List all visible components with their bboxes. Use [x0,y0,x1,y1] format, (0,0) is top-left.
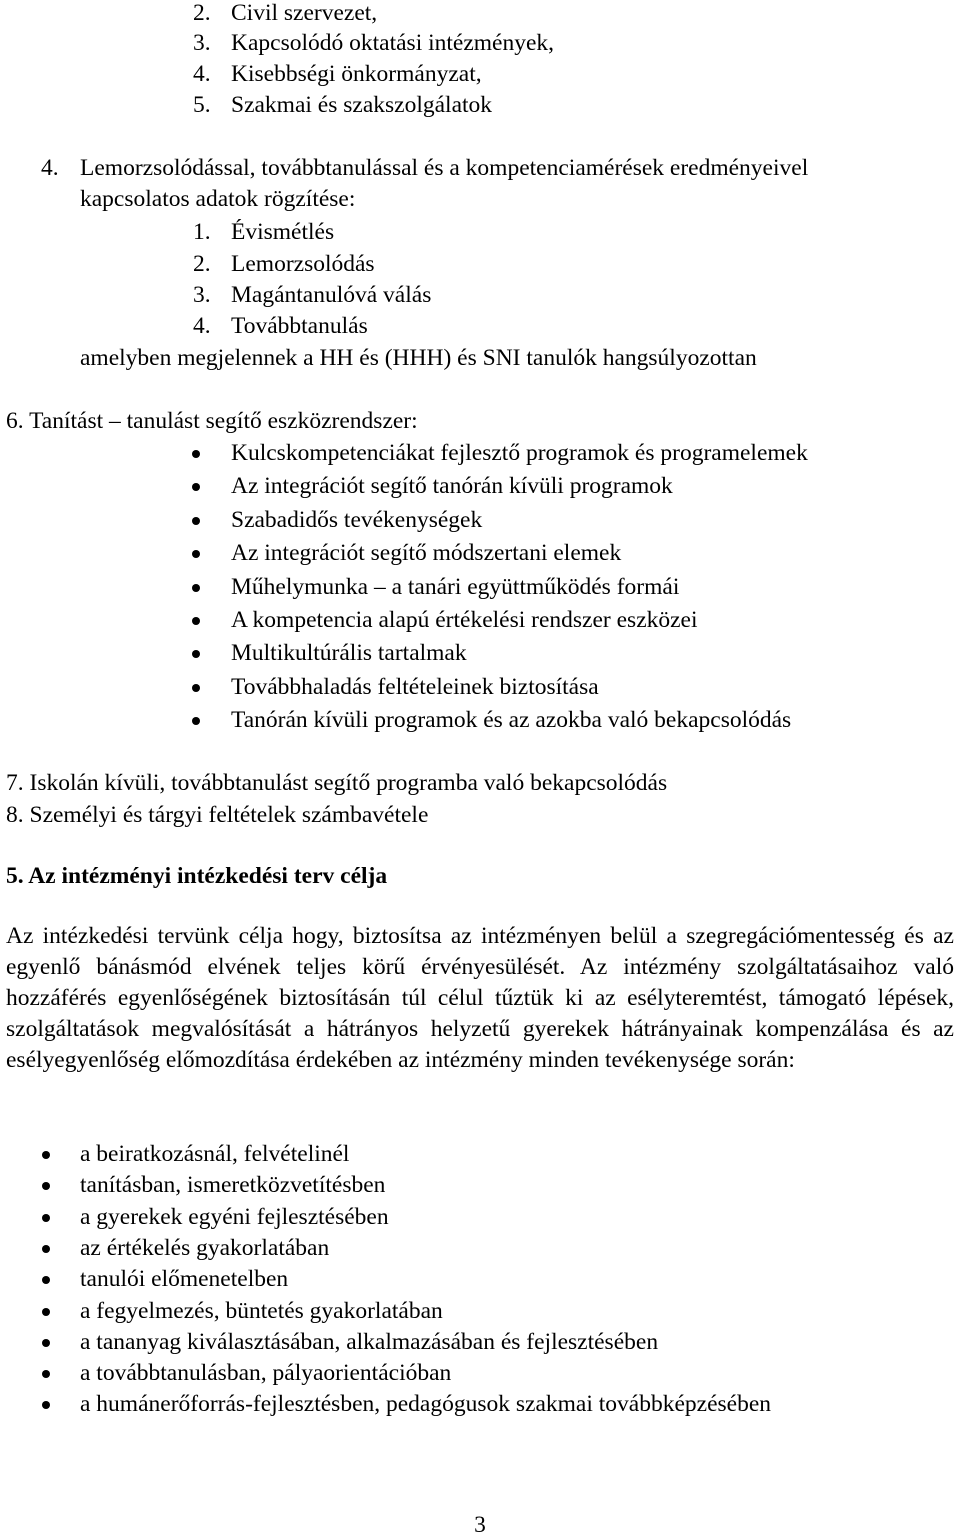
page-number: 3 [474,1512,486,1538]
bullet-icon [42,1401,50,1409]
list-item-text: Kulcskompetenciákat fejlesztő programok és programelemek [231,440,808,466]
bullet-icon [192,617,200,625]
list-item: 2. Lemorzsolódás [193,251,375,277]
bullet-icon [42,1182,50,1190]
bullet-icon [42,1214,50,1222]
list-item-text: Az integrációt segítő tanórán kívüli programok [231,473,673,499]
bullet-icon [192,717,200,725]
list-item: 5. Szakmai és szakszolgálatok [193,92,493,118]
list-item-text: A kompetencia alapú értékelési rendszer eszközei [231,607,698,633]
bullet-icon [192,550,200,558]
list-item-text: Az integrációt segítő módszertani elemek [231,540,622,566]
list-item-text: tanulói előmenetelben [80,1266,289,1292]
list-item: 4. Kisebbségi önkormányzat, [193,61,482,87]
bullet-icon [42,1245,50,1253]
list-item-text: a humánerőforrás-fejlesztésben, pedagógusok szakmai továbbképzésében [80,1391,772,1417]
list-item-text: a gyerekek egyéni fejlesztésében [80,1204,389,1230]
list-item: 4. Továbbtanulás [193,313,368,339]
section-heading: 5. Az intézményi intézkedési terv célja [6,863,388,889]
item-4-line1: 4. Lemorzsolódással, továbbtanulással és a kompetenciamérések eredményeivel [41,155,809,181]
bullet-icon [192,684,200,692]
item-7: 7. Iskolán kívüli, továbbtanulást segítő programba való bekapcsolódás [6,770,668,796]
list-item: 3. Magántanulóvá válás [193,282,432,308]
list-item-text: Tanórán kívüli programok és az azokba való bekapcsolódás [231,707,792,733]
bullet-icon [192,450,200,458]
list-item-text: Multikultúrális tartalmak [231,640,467,666]
bullet-icon [192,650,200,658]
bullet-icon [42,1151,50,1159]
bullet-icon [42,1308,50,1316]
list-item-text: a továbbtanulásban, pályaorientációban [80,1360,452,1386]
bullet-icon [42,1339,50,1347]
list-item-text: Továbbhaladás feltételeinek biztosítása [231,674,599,700]
bullet-icon [192,517,200,525]
list-item-text: a tananyag kiválasztásában, alkalmazásában és fejlesztésében [80,1329,659,1355]
list-item-text: az értékelés gyakorlatában [80,1235,330,1261]
list-item-text: Műhelymunka – a tanári együttműködés formái [231,574,680,600]
list-item: 1. Évismétlés [193,219,335,245]
bullet-icon [42,1276,50,1284]
item-4-note: amelyben megjelennek a HH és (HHH) és SNI tanulók hangsúlyozottan [80,345,757,371]
item-6-title: 6. Tanítást – tanulást segítő eszközrendszer: [6,408,418,434]
list-item: 3. Kapcsolódó oktatási intézmények, [193,30,555,56]
bullet-icon [192,584,200,592]
section-paragraph: Az intézkedési tervünk célja hogy, biztosítsa az intézményen belül a szegregációmentesség és az egyenlő bánásmód elvének teljes körű érvényesülését. Az intézmény szolgáltatásaihoz való hozzáférés egyenlőségének biztosításán túl célul tűztük ki az esélyteremtést, támogató lépések, szolgáltatások megvalósítását a hátrányos helyzetű gyerekek hátrányainak kompenzálása és az esélyegyenlőség előmozdítása érdekében az intézmény minden tevékenysége során: [6,923,954,1073]
bullet-icon [42,1370,50,1378]
item-8: 8. Személyi és tárgyi feltételek számbavétele [6,802,429,828]
list-item-text: tanításban, ismeretközvetítésben [80,1172,386,1198]
list-item-text: Szabadidős tevékenységek [231,507,483,533]
list-item: 2. Civil szervezet, [193,0,378,26]
item-4-line2: kapcsolatos adatok rögzítése: [80,186,356,212]
bullet-icon [192,483,200,491]
list-item-text: a fegyelmezés, büntetés gyakorlatában [80,1298,443,1324]
list-item-text: a beiratkozásnál, felvételinél [80,1141,350,1167]
